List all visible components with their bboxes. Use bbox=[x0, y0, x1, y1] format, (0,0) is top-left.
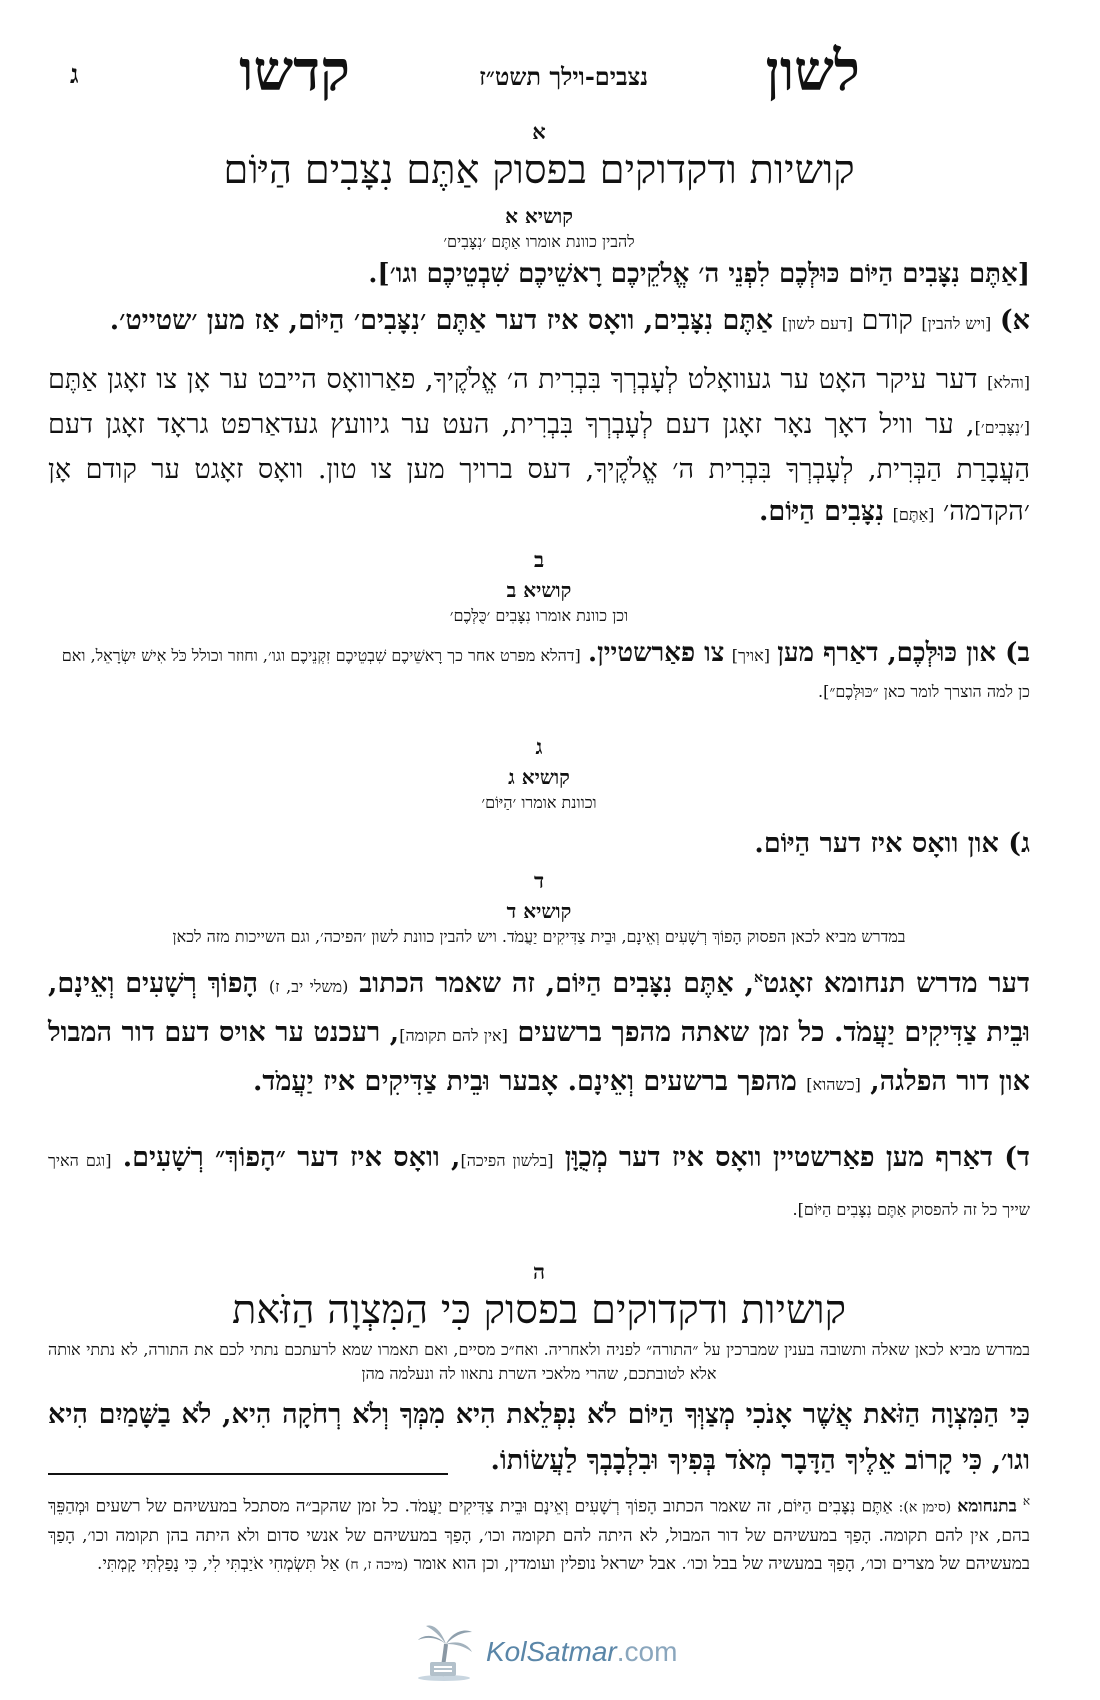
section-letter: א bbox=[532, 119, 546, 144]
paragraph: ב) און כּוּלְּכֶם, דאַרף מען [אויך] צו פאַרשטיין. [דהלא מפרט אחר כך רָאשֵׁיכֶם שִׁבְטֵיכֶם זִקְנֵיכֶם וגו׳, וחוזר וכולל כֹּל אִישׁ יִשְׂרָאֵל, ואם כן למה הוצרך לומר כאן ״כּוּלְּכֶם״]. bbox=[61, 638, 1030, 701]
section-letter: ג bbox=[535, 734, 543, 759]
question-label: קושיא א bbox=[505, 204, 573, 228]
paragraph: ד) דאַרף מען פאַרשטיין וואָס איז דער מְכֻוָּן [בלשון הפיכה], וואָס איז דער ״הָפוֹךְ״ רְשָׁעִים. [וגם האיך שייך כל זה להפסוק אַתֶּם נִצָּבִים הַיּוֹם]. bbox=[48, 1142, 1030, 1219]
paragraph: א) [ויש להבין] קודם [דעם לשון] אַתֶּם נִצָּבִים, וואָס איז דער אַתֶּם ׳נִצָּבִים׳ הַיּוֹם, אַז מען ׳שטייט׳. bbox=[109, 305, 1030, 336]
document-page bbox=[48, 38, 1030, 1484]
question-subtitle: וכוונת אומרו ׳הַיּוֹם׳ bbox=[481, 793, 597, 812]
verse-quote: [אַתֶּם נִצָּבִים הַיּוֹם כּוּלְּכֶם לִפְנֵי ה׳ אֱלֹקֵיכֶם רָאשֵׁיכֶם שִׁבְטֵיכֶם וגו׳]. bbox=[368, 259, 1030, 289]
section-title: קושיות ודקדוקים בפסוק כִּי הַמִּצְוָה הַזֹּאת bbox=[231, 1287, 846, 1333]
footnote-marker: א bbox=[753, 970, 763, 986]
midrash-intro: במדרש מביא לכאן הפסוק הָפוֹךְ רְשָׁעִים וְאֵינָם, וּבֵית צַדִּיקִים יַעֲמֹד. ויש להבין כוונת לשון ׳הפיכה׳, וגם השייכות מזה לכאן bbox=[172, 927, 906, 946]
palm-tree-logo-icon bbox=[412, 1622, 476, 1682]
section-letter: ב bbox=[533, 547, 545, 572]
header-word-lashon: לשון bbox=[765, 38, 860, 104]
paragraph: [והלא] דער עיקר האָט ער געוואָלט לְעָבְרְךָ בִּבְרִית ה׳ אֱלֹקֶיךָ, פאַרוואָס הייבט ער אָן צו זאָגן אַתֶּם [׳נִצָּבִים׳], ער וויל דאָך נאָר זאָגן דעם לְעָבְרְךָ בִּבְרִית, העט ער גיוועץ געדאַרפט גראָד זאָגן דעם הַעֲבָרַת הַבְּרִית, לְעָבְרְךָ בִּבְרִית ה׳ אֱלֹקֶיךָ, דעס ברויך מען צו טון. וואָס זאָגט ער קודם אָן ׳הקדמה׳ [אַתֶּם] נִצָּבִים הַיּוֹם. bbox=[48, 364, 1030, 527]
footnote: $^א$ בתנחומא (סימן א): אַתֶּם נִצָּבִים הַיּוֹם, זה שאמר הכתוב הָפוֹךְ רְשָׁעִים וְאֵינָם וּבֵית צַדִּיקִים יַעֲמֹד. כל זמן שהקב״ה מסתכל במעשיהם של רשעים וּמְהַפֵּךְ בהם, אין להם תקומה. הָפַךְ במעשיהם של דור המבול, לא היתה להם תקומה וכו׳, הָפַךְ במעשיהם של אנשי סדום ולא היתה בהן תקומה וכו׳, הָפַךְ במעשיהם של מצרים וכו׳, הָפַךְ במעשיה של בבל וכו׳. אבל ישראל נופלין ועומדין, וכן הוא אומר (מיכה ז, ח) אַל תִּשְׂמְחִי אֹיַבְתִּי לִי, כִּי נָפַלְתִּי קָמְתִּי. bbox=[48, 1494, 1031, 1574]
question-subtitle: וכן כוונת אומרו נִצָּבִים ׳כֻּלְּכֶם׳ bbox=[449, 606, 629, 625]
question-label: קושיא ג bbox=[508, 765, 570, 789]
header-edition: נצבים-וילך תשט״ז bbox=[479, 62, 648, 91]
header-word-kodsho: קדשו bbox=[239, 38, 350, 104]
footnote-divider bbox=[48, 1473, 448, 1475]
page-number: ג bbox=[70, 60, 79, 90]
section-letter: ה bbox=[532, 1259, 546, 1284]
footnote-marker: א bbox=[1022, 1494, 1031, 1508]
paragraph: דער מדרש תנחומא זאָגט$^א$, אַתֶּם נִצָּבִים הַיּוֹם, זה שאמר הכתוב (משלי יב, ז) הָפוֹךְ רְשָׁעִים וְאֵינָם, וּבֵית צַדִּיקִים יַעֲמֹד. כל זמן שאתה מהפך ברשעים [אין להם תקומה], רעכנט ער אויס דעם דור המבול און דור הפלגה, [כשהוא] מהפך ברשעים וְאֵינָם. אָבער וּבֵית צַדִּיקִים איז יַעֲמֹד. bbox=[48, 968, 1030, 1097]
verse-quote: כִּי הַמִּצְוָה הַזֹּאת אֲשֶׁר אָנֹכִי מְצַוְּךָ הַיּוֹם לֹא נִפְלֵאת הִיא מִמְּךָ וְלֹא רְחֹקָה הִיא, לֹא בַשָּׁמַיִם הִיא וגו׳, כִּי קָרוֹב אֵלֶיךָ הַדָּבָר מְאֹד בְּפִיךָ וּבִלְבָבְךָ לַעֲשׂוֹתוֹ. bbox=[48, 1399, 1030, 1476]
running-header bbox=[48, 38, 1030, 120]
midrash-intro: במדרש מביא לכאן שאלה ותשובה בענין שמברכין על ״התורה״ לפניה ולאחריה. ואח״כ מסיים, ואם תאמרו שמא לרעתכם נתתי לכם את התורה, לא נתתי אותה אלא לטובתכם, שהרי מלאכי השרת נתאוו לה ונעלמה מהן bbox=[48, 1340, 1030, 1383]
question-label: קושיא ד bbox=[506, 899, 572, 923]
section-title: קושיות ודקדוקים בפסוק אַתֶּם נִצָּבִים הַיּוֹם bbox=[223, 147, 855, 193]
section-letter: ד bbox=[533, 868, 545, 893]
question-label: קושיא ב bbox=[506, 578, 572, 602]
site-logo-text: KolSatmar.com bbox=[486, 1636, 678, 1667]
paragraph: ג) און וואָס איז דער הַיּוֹם. bbox=[754, 828, 1030, 859]
question-subtitle: להבין כוונת אומרו אַתֶּם ׳נִצָּבִים׳ bbox=[443, 232, 635, 251]
